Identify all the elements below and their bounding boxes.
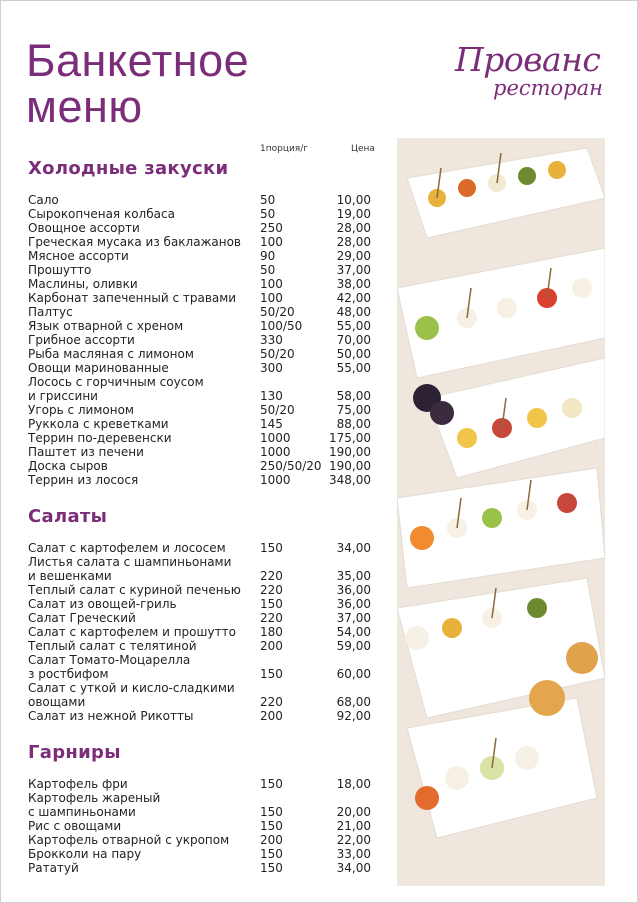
item-name: Угорь с лимоном [28, 403, 134, 417]
item-portion: 150 [260, 667, 283, 681]
menu-item [28, 473, 378, 487]
restaurant-logo [455, 40, 615, 110]
item-price: 28,00 [336, 221, 371, 235]
item-portion: 50/20 [260, 347, 295, 361]
menu-item [28, 847, 378, 861]
item-name: Овощи маринованные [28, 361, 169, 375]
item-name: Руккола с креветками [28, 417, 169, 431]
item-price: 75,00 [336, 403, 371, 417]
section-title-salads: Салаты [28, 506, 108, 527]
item-portion: 200 [260, 709, 283, 723]
salads-list [28, 541, 378, 723]
menu-item [28, 861, 378, 875]
item-price: 59,00 [336, 639, 371, 653]
menu-item [28, 597, 378, 611]
menu-item [28, 459, 378, 473]
item-portion: 1000 [260, 445, 291, 459]
item-portion: 250 [260, 221, 283, 235]
item-price: 29,00 [336, 249, 371, 263]
title-line-2: меню [26, 81, 143, 132]
item-name: Рис с овощами [28, 819, 122, 833]
item-price: 175,00 [329, 431, 371, 445]
menu-item [28, 805, 378, 819]
item-price: 190,00 [329, 445, 371, 459]
section-title-sides: Гарниры [28, 742, 121, 763]
item-portion: 90 [260, 249, 276, 263]
menu-item [28, 569, 378, 583]
item-name: Рататуй [28, 861, 79, 875]
menu-item [28, 305, 378, 319]
item-name: Греческая мусака из баклажанов [28, 235, 241, 249]
menu-item [28, 653, 378, 667]
item-name: и вешенками [28, 569, 112, 583]
item-name: Теплый салат с телятиной [28, 639, 197, 653]
item-name: Салат из овощей-гриль [28, 597, 177, 611]
item-price: 37,00 [336, 611, 371, 625]
item-price: 34,00 [336, 861, 371, 875]
item-price: 190,00 [329, 459, 371, 473]
menu-item [28, 319, 378, 333]
item-price: 37,00 [336, 263, 371, 277]
item-portion: 220 [260, 583, 283, 597]
item-portion: 100 [260, 235, 283, 249]
menu-item [28, 375, 378, 389]
menu-item [28, 389, 378, 403]
item-price: 38,00 [336, 277, 371, 291]
item-name: Салат с уткой и кисло-сладкими [28, 681, 235, 695]
item-portion: 150 [260, 541, 283, 555]
item-portion: 1000 [260, 473, 291, 487]
item-price: 21,00 [336, 819, 371, 833]
item-price: 54,00 [336, 625, 371, 639]
item-name: Доска сыров [28, 459, 108, 473]
menu-item [28, 221, 378, 235]
item-name: Террин по-деревенски [28, 431, 172, 445]
item-price: 20,00 [336, 805, 371, 819]
item-name: Паштет из печени [28, 445, 144, 459]
item-name: Грибное ассорти [28, 333, 135, 347]
sides-list [28, 777, 378, 875]
menu-item [28, 777, 378, 791]
item-portion: 150 [260, 819, 283, 833]
item-price: 70,00 [336, 333, 371, 347]
item-name: Лосось с горчичным соусом [28, 375, 204, 389]
item-name: Салат Томато-Моцарелла [28, 653, 191, 667]
cold-appetizers-list [28, 193, 378, 487]
logo-name: Прованс [455, 40, 601, 79]
menu-item [28, 193, 378, 207]
item-portion: 150 [260, 861, 283, 875]
item-name: Теплый салат с куриной печенью [28, 583, 241, 597]
menu-item [28, 833, 378, 847]
menu-item [28, 541, 378, 555]
menu-item [28, 819, 378, 833]
item-price: 55,00 [336, 319, 371, 333]
menu-item [28, 431, 378, 445]
menu-item [28, 347, 378, 361]
item-name: Картофель отварной с укропом [28, 833, 230, 847]
item-name: Брокколи на пару [28, 847, 142, 861]
item-portion: 330 [260, 333, 283, 347]
item-portion: 150 [260, 805, 283, 819]
menu-item [28, 583, 378, 597]
logo-subtitle: ресторан [493, 76, 603, 100]
item-price: 50,00 [336, 347, 371, 361]
item-name: Маслины, оливки [28, 277, 138, 291]
item-portion: 220 [260, 569, 283, 583]
column-header-portion: 1порция/г [260, 144, 308, 154]
item-price: 34,00 [336, 541, 371, 555]
item-portion: 220 [260, 611, 283, 625]
item-name: з ростбифом [28, 667, 109, 681]
item-price: 22,00 [336, 833, 371, 847]
page-title [26, 35, 250, 132]
menu-item [28, 277, 378, 291]
item-portion: 150 [260, 777, 283, 791]
item-portion: 150 [260, 597, 283, 611]
title-line-1: Банкетное [26, 35, 250, 86]
menu-item [28, 417, 378, 431]
menu-item [28, 403, 378, 417]
item-portion: 150 [260, 847, 283, 861]
menu-item [28, 555, 378, 569]
item-name: Салат из нежной Рикотты [28, 709, 194, 723]
item-portion: 50 [260, 263, 276, 277]
item-portion: 130 [260, 389, 283, 403]
item-portion: 50 [260, 207, 276, 221]
column-header-price: Цена [351, 144, 375, 154]
item-portion: 220 [260, 695, 283, 709]
item-portion: 50/20 [260, 305, 295, 319]
item-price: 348,00 [329, 473, 371, 487]
item-price: 33,00 [336, 847, 371, 861]
menu-item [28, 235, 378, 249]
item-price: 60,00 [336, 667, 371, 681]
item-price: 19,00 [336, 207, 371, 221]
food-photo [397, 138, 605, 886]
item-price: 10,00 [336, 193, 371, 207]
item-name: Картофель фри [28, 777, 128, 791]
menu-item [28, 695, 378, 709]
menu-item [28, 791, 378, 805]
item-price: 48,00 [336, 305, 371, 319]
menu-item [28, 639, 378, 653]
menu-item [28, 667, 378, 681]
item-portion: 50/20 [260, 403, 295, 417]
item-price: 35,00 [336, 569, 371, 583]
menu-item [28, 361, 378, 375]
item-name: Палтус [28, 305, 73, 319]
item-portion: 100/50 [260, 319, 303, 333]
item-price: 88,00 [336, 417, 371, 431]
item-price: 68,00 [336, 695, 371, 709]
section-title-cold-appetizers: Холодные закуски [28, 158, 229, 179]
item-portion: 300 [260, 361, 283, 375]
menu-item [28, 611, 378, 625]
item-name: Салат Греческий [28, 611, 136, 625]
item-price: 18,00 [336, 777, 371, 791]
item-portion: 100 [260, 291, 283, 305]
item-portion: 200 [260, 639, 283, 653]
item-name: с шампиньонами [28, 805, 136, 819]
menu-item [28, 249, 378, 263]
item-name: и гриссини [28, 389, 98, 403]
item-name: Язык отварной с хреном [28, 319, 184, 333]
item-portion: 100 [260, 277, 283, 291]
menu-item [28, 291, 378, 305]
item-portion: 50 [260, 193, 276, 207]
menu-item [28, 625, 378, 639]
item-price: 28,00 [336, 235, 371, 249]
item-price: 58,00 [336, 389, 371, 403]
item-portion: 250/50/20 [260, 459, 322, 473]
menu-item [28, 263, 378, 277]
menu-item [28, 207, 378, 221]
menu-item [28, 681, 378, 695]
item-name: Салат с картофелем и лососем [28, 541, 226, 555]
item-portion: 180 [260, 625, 283, 639]
item-price: 55,00 [336, 361, 371, 375]
item-name: Листья салата с шампиньонами [28, 555, 232, 569]
item-name: Салат с картофелем и прошутто [28, 625, 236, 639]
item-name: Сырокопченая колбаса [28, 207, 175, 221]
item-name: Картофель жареный [28, 791, 161, 805]
item-name: Карбонат запеченный с травами [28, 291, 237, 305]
item-name: Рыба масляная с лимоном [28, 347, 194, 361]
item-name: Овощное ассорти [28, 221, 140, 235]
item-price: 42,00 [336, 291, 371, 305]
item-price: 92,00 [336, 709, 371, 723]
item-portion: 145 [260, 417, 283, 431]
item-price: 36,00 [336, 597, 371, 611]
item-name: Мясное ассорти [28, 249, 129, 263]
item-name: овощами [28, 695, 86, 709]
item-price: 36,00 [336, 583, 371, 597]
menu-item [28, 445, 378, 459]
item-portion: 1000 [260, 431, 291, 445]
item-portion: 200 [260, 833, 283, 847]
menu-item [28, 333, 378, 347]
item-name: Прошутто [28, 263, 92, 277]
item-name: Сало [28, 193, 59, 207]
item-name: Террин из лосося [28, 473, 139, 487]
menu-item [28, 709, 378, 723]
